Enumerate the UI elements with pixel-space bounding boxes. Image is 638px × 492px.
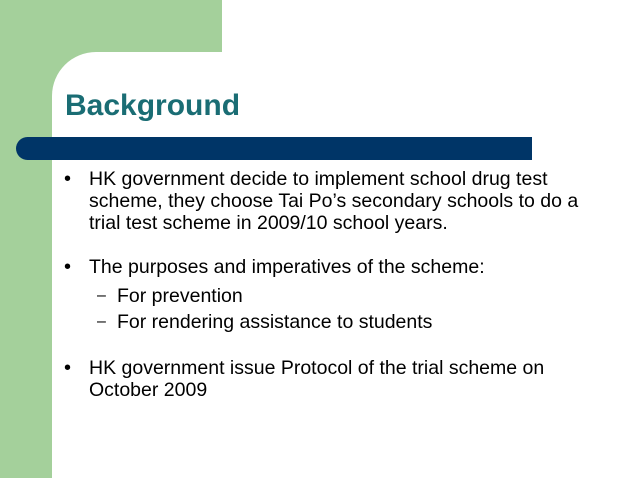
sub-bullet-text: For rendering assistance to students <box>117 311 433 333</box>
bullet-text: HK government decide to implement school drug test scheme, they choose Tai Po’s secondary schools to do a trial test scheme in 2009/10 school years. <box>89 168 579 234</box>
sub-bullet-item-1 <box>89 283 604 309</box>
bullet-list <box>64 168 604 401</box>
bullet-text: The purposes and imperatives of the scheme: <box>89 256 485 278</box>
title-underline-bar <box>16 137 532 160</box>
slide-title: Background <box>65 89 241 122</box>
sub-bullet-text: For prevention <box>117 285 243 307</box>
bullet-text: HK government issue Protocol of the trial scheme on October 2009 <box>89 357 545 401</box>
bullet-marker: • <box>64 168 72 190</box>
dash-marker: – <box>97 313 106 330</box>
dash-marker: – <box>97 287 106 304</box>
sub-bullet-list <box>89 283 604 335</box>
sub-bullet-item-2 <box>89 309 604 335</box>
bullet-marker: • <box>64 256 72 278</box>
bullet-item-2 <box>64 256 604 335</box>
bullet-item-1 <box>64 168 604 234</box>
bullet-marker: • <box>64 357 72 379</box>
bullet-item-3 <box>64 357 604 401</box>
